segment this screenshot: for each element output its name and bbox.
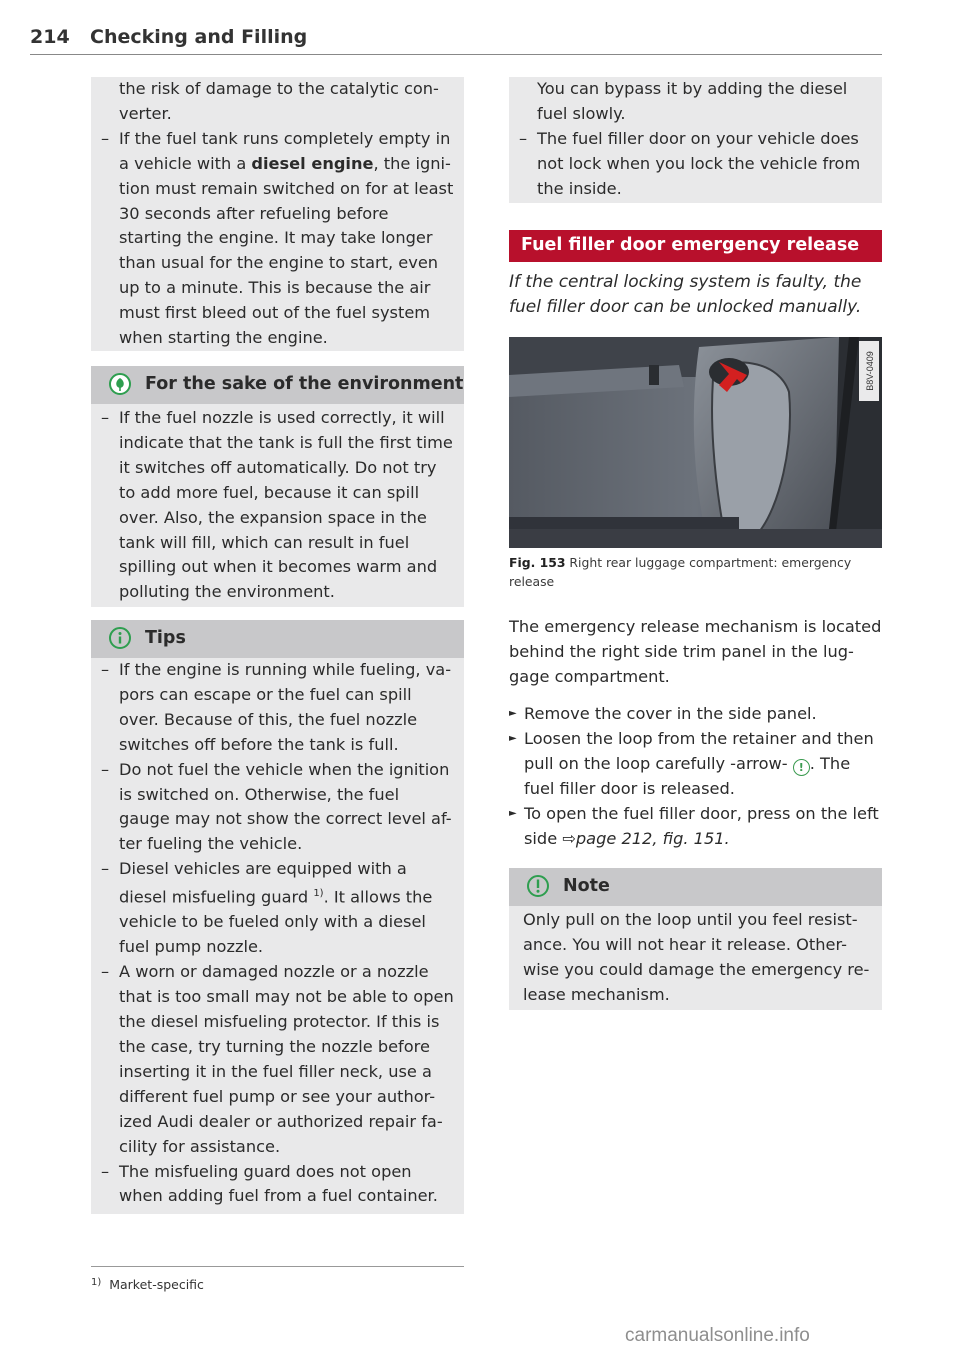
environment-header — [91, 366, 464, 404]
step-1: ► Remove the cover in the side panel. — [509, 702, 882, 727]
environment-icon — [109, 373, 131, 395]
tips-title: Tips — [145, 628, 186, 648]
info-icon — [109, 627, 131, 649]
figure-caption: Fig. 153 Right rear luggage compartment: emergency release — [509, 555, 852, 589]
steps-list — [509, 702, 882, 851]
exclamation-icon — [527, 875, 549, 897]
intro-text: If the central locking system is faulty, the fuel filler door can be unlocked manually. — [509, 272, 862, 317]
page-reference-link[interactable]: ⇨page 212, fig. 151. — [562, 828, 730, 848]
note-title: Note — [563, 876, 610, 896]
list-item-diesel: – If the fuel tank runs completely empty in a vehicle with a diesel engine, the igni-tion must remain switched on for at least 30 seconds after refueling before starting the engine. It may take longer than usual for the engine to start, even up to a minute. This is because the air must first bleed out of the fuel system when starting the engine. — [91, 127, 454, 351]
continued-line-1: You can bypass it by adding the diesel — [537, 79, 848, 98]
list-item: – Do not fuel the vehicle when the ignition is switched on. Otherwise, the fuel gauge may not show the correct level af-ter fueling the vehicle. — [91, 758, 454, 858]
list-item-misfueling: – Diesel vehicles are equipped with a diesel misfueling guard $^{1)}$. It allows the vehicle to be fueled only with a diesel fuel pump nozzle. — [91, 857, 454, 960]
watermark: carmanualsonline.info — [625, 1325, 810, 1346]
step-2: ► Loosen the loop from the retainer and then pull on the loop carefully -arrow- ! . The fuel filler door is released. — [509, 727, 882, 802]
section-heading: Fuel filler door emergency release — [509, 230, 882, 262]
list-item: – A worn or damaged nozzle or a nozzle that is too small may not be able to open the diesel misfueling protector. If this is the case, try turning the nozzle before inserting it in the fuel filler neck, use a different fuel pump or see your author-ized Audi dealer or authorized repair fa-cility for assistance. — [91, 960, 454, 1159]
figure-luggage-compartment — [509, 337, 882, 548]
page-header — [30, 22, 882, 55]
continued-line-2: verter. — [119, 103, 172, 123]
note-box — [509, 906, 882, 1010]
list-item: – The misfueling guard does not open when adding fuel from a fuel container. — [91, 1160, 454, 1210]
footnote-divider — [91, 1266, 464, 1267]
list-item: – If the fuel nozzle is used correctly, it will indicate that the tank is full the first time it switches off automatically. Do not try to add more fuel, because it can spill over. Also, the expansion space in the tank will fill, which can result in fuel spilling out when it becomes warm and polluting the environment. — [91, 406, 454, 605]
body-paragraph: The emergency release mechanism is located behind the right side trim panel in the lug-gage compartment. — [509, 617, 882, 686]
warning-ref-icon[interactable]: ! — [793, 759, 810, 776]
footnote: $^{1)}$ Market-specific — [91, 1277, 204, 1292]
continued-line-2: fuel slowly. — [537, 103, 626, 123]
environment-box — [91, 404, 464, 607]
note-text: Only pull on the loop until you feel resist-ance. You will not hear it release. Other-wise you could damage the emergency re-lease mechanism. — [523, 910, 870, 1004]
step-3: ► To open the fuel filler door, press on the left side ⇨page 212, fig. 151. — [509, 802, 882, 852]
list-item: – The fuel filler door on your vehicle does not lock when you lock the vehicle from the inside. — [509, 127, 872, 202]
continued-warning-box-right — [509, 77, 882, 203]
tips-header — [91, 620, 464, 658]
environment-title: For the sake of the environment — [145, 374, 464, 394]
continued-warning-box — [91, 77, 464, 351]
list-item: – If the engine is running while fueling, va-pors can escape or the fuel can spill over. Because of this, the fuel nozzle switches off before the tank is full. — [91, 658, 454, 758]
tips-box — [91, 658, 464, 1214]
figure-code: B8V-0409 — [865, 351, 875, 391]
note-header — [509, 868, 882, 906]
section-title: Checking and Filling — [90, 26, 308, 48]
continued-line-1: the risk of damage to the catalytic con- — [119, 79, 439, 98]
page-number: 214 — [30, 26, 70, 48]
